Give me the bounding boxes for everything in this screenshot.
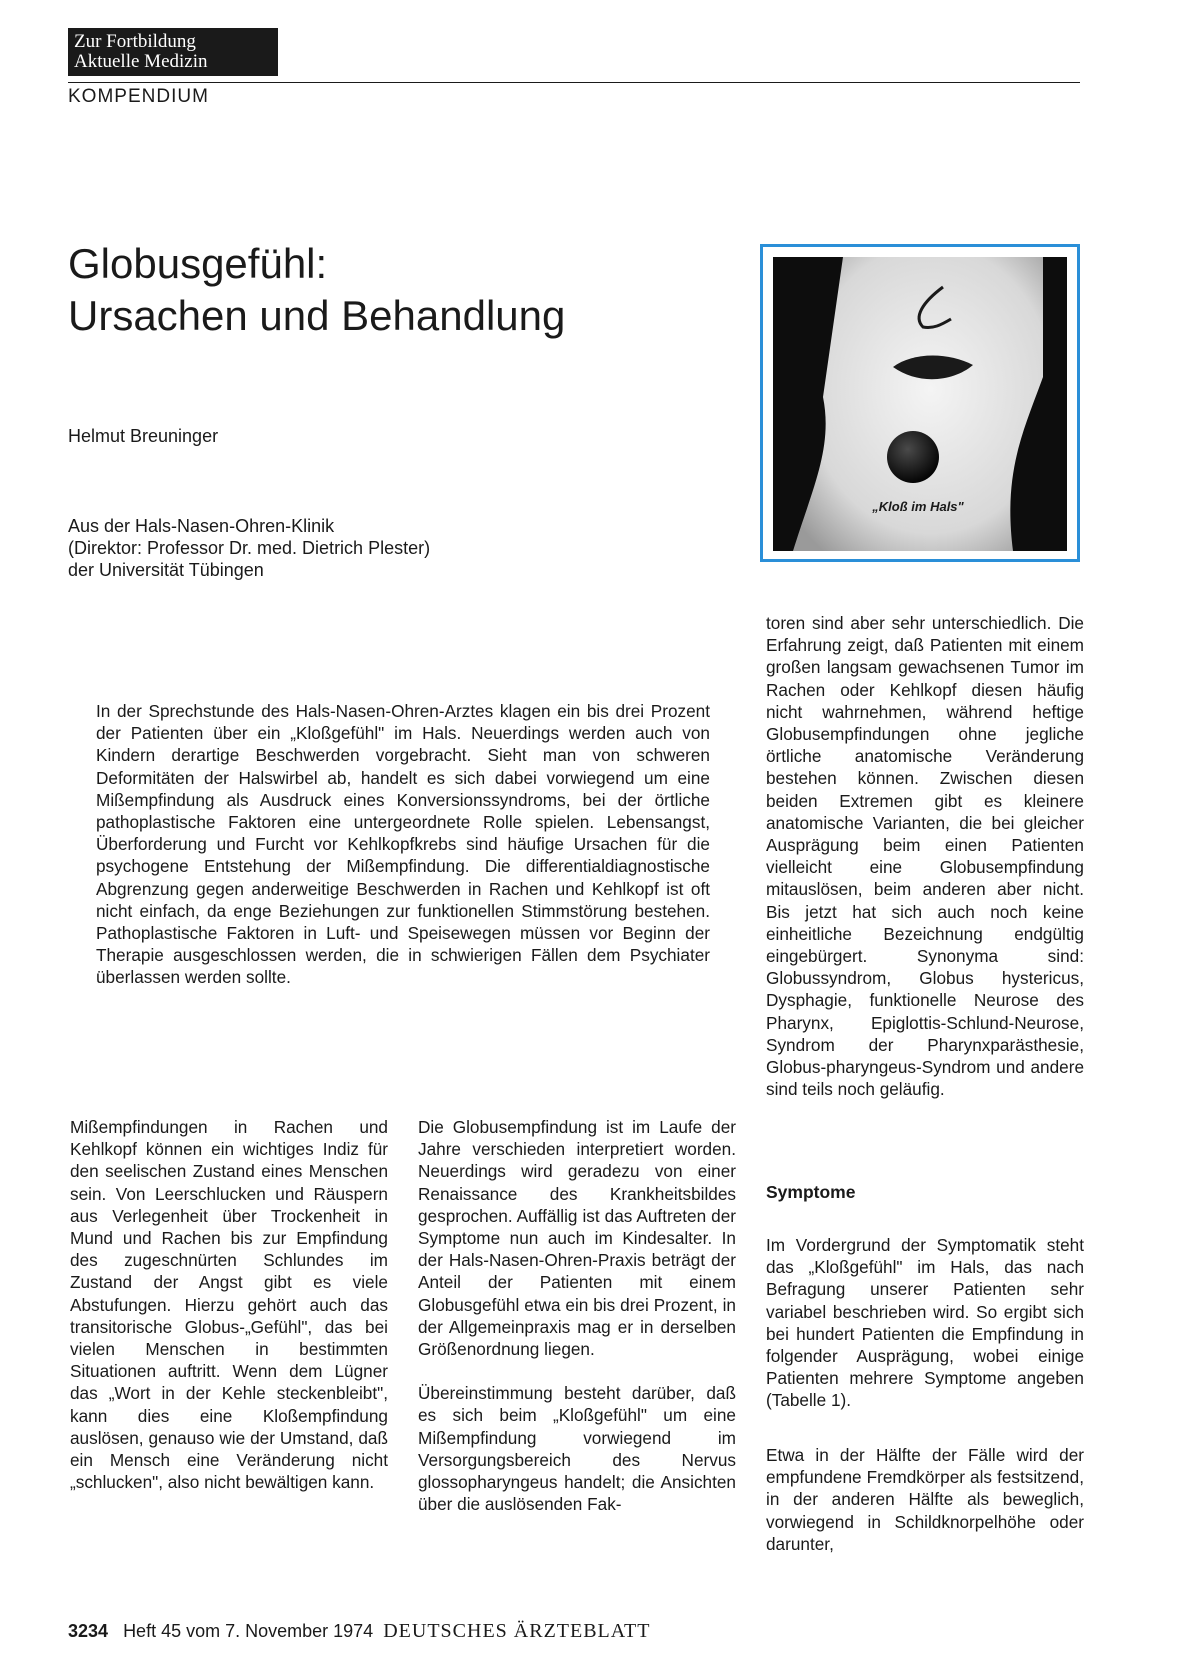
title-line-1: Globusgefühl: (68, 240, 328, 287)
header-rule (68, 82, 1080, 83)
rubric-line-1: Zur Fortbildung (74, 31, 196, 52)
symptome-heading: Symptome (766, 1182, 856, 1202)
affiliation-line-1: Aus der Hals-Nasen-Ohren-Klinik (68, 516, 335, 536)
column-2-paragraph-1: Die Globusempfindung ist im Laufe der Jahre verschieden interpretiert worden. Neuerdings wird geradezu von einer Renaissance des Krankheitsbildes gesprochen. Auffällig ist das Auftreten der Symptome nun auch im Kindesalter. In der Hals-Nasen-Ohren-Praxis beträgt der Anteil der Patienten mit einem Globusgefühl etwa ein bis drei Prozent, in der Allgemeinpraxis mag er in derselben Größenordnung liegen. (418, 1117, 736, 1360)
figure-kloss-im-hals (760, 244, 1080, 562)
section-label: KOMPENDIUM (68, 86, 209, 107)
column-2 (418, 1116, 736, 1515)
rubric-box (68, 28, 278, 76)
rubric-line-2: Aktuelle Medizin (74, 51, 208, 72)
figure-caption: „Kloß im Hals" (872, 499, 964, 514)
column-3-paragraph-2: Im Vordergrund der Symptomatik steht das „Kloßgefühl" im Hals, das nach Befragung unserer Patienten sehr variabel beschrieben wird. So ergibt sich bei hundert Patienten die Empfindung in folgender Ausprägung, wobei einige Patienten mehrere Symptome angeben (Tabelle 1). (766, 1235, 1084, 1411)
affiliation (68, 515, 430, 581)
column-2-paragraph-2: Übereinstimmung besteht darüber, daß es sich beim „Kloßgefühl" um eine Mißempfindung vorwiegend im Versorgungsbereich des Nervus glossopharyngeus handelt; die Ansichten über die auslösenden Fak- (418, 1383, 736, 1515)
affiliation-line-3: der Universität Tübingen (68, 560, 264, 580)
title-line-2: Ursachen und Behandlung (68, 292, 566, 339)
column-1-paragraph: Mißempfindungen in Rachen und Kehlkopf können ein wichtiges Indiz für den seelischen Zustand eines Menschen sein. Von Leerschlucken und Räuspern aus Verlegenheit über Trockenheit in Mund und Rachen bis zur Empfindung des zugeschnürten Schlundes im Zustand der Angst gibt es viele Abstufungen. Hierzu gehört auch das transitorische Globus-„Gefühl", das bei vielen Menschen in bestimmten Situationen auftritt. Wenn dem Lügner das „Wort in der Kehle steckenbleibt", kann dies eine Kloßempfindung auslösen, genauso wie der Umstand, daß ein Mensch eine Veränderung nicht „schlucken", also nicht bewältigen kann. (70, 1117, 388, 1493)
figure-illustration (773, 257, 1067, 551)
affiliation-line-2: (Direktor: Professor Dr. med. Dietrich Plester) (68, 538, 431, 558)
column-3-paragraph-1: toren sind aber sehr unterschiedlich. Die Erfahrung zeigt, daß Patienten mit einem großen langsam gewachsenen Tumor im Rachen oder Kehlkopf diesen häufig nicht wahrnehmen, während heftige Globusempfindungen ohne jegliche örtliche anatomische Veränderung bestehen können. Zwischen diesen beiden Extremen gibt es kleinere anatomische Varianten, die bei gleicher Ausprägung beim einen Patienten vielleicht eine Globusempfindung mitauslösen, beim anderen aber nicht. Bis jetzt hat sich auch noch keine einheitliche Bezeichnung endgültig eingebürgert. Synonyma sind: Globussyndrom, Globus hystericus, Dysphagie, funktionelle Neurose des Pharynx, Epiglottis-Schlund-Neurose, Syndrom der Pharynxparästhesie, Globus-pharyngeus-Syndrom und andere sind teils noch geläufig. (766, 613, 1084, 1100)
lump-ball (887, 431, 939, 483)
journal-name: DEUTSCHES ÄRZTEBLATT (383, 1620, 651, 1642)
article-title (68, 238, 688, 342)
page-footer (68, 1620, 650, 1643)
issue-info: Heft 45 vom 7. November 1974 (123, 1621, 374, 1641)
author: Helmut Breuninger (68, 426, 219, 446)
column-3-paragraph-3: Etwa in der Hälfte der Fälle wird der empfundene Fremdkörper als festsitzend, in der anderen Hälfte als beweglich, vorwiegend in Schildknorpelhöhe oder darunter, (766, 1445, 1084, 1554)
abstract: In der Sprechstunde des Hals-Nasen-Ohren-Arztes klagen ein bis drei Prozent der Patienten über ein „Kloßgefühl" im Hals. Neuerdings werden auch von Kindern derartige Beschwerden vorgebracht. Sieht man von schweren Deformitäten der Halswirbel ab, handelt es sich dabei vorwiegend um eine Mißempfindung als Ausdruck eines Konversionssyndroms, bei der örtliche pathoplastische Faktoren eine untergeordnete Rolle spielen. Lebensangst, Überforderung und Furcht vor Kehlkopfkrebs sind häufige Ursachen für die psychogene Entstehung der Mißempfindung. Die differentialdiagnostische Abgrenzung gegen anderweitige Beschwerden in Rachen und Kehlkopf ist oft nicht einfach, da enge Beziehungen zur funktionellen Stimmstörung bestehen. Pathoplastische Faktoren in Luft- und Speisewegen müssen vor Beginn der Therapie ausgeschlossen werden, die in schwierigen Fällen dem Psychiater überlassen werden sollte. (96, 701, 710, 988)
page-number: 3234 (68, 1621, 109, 1641)
